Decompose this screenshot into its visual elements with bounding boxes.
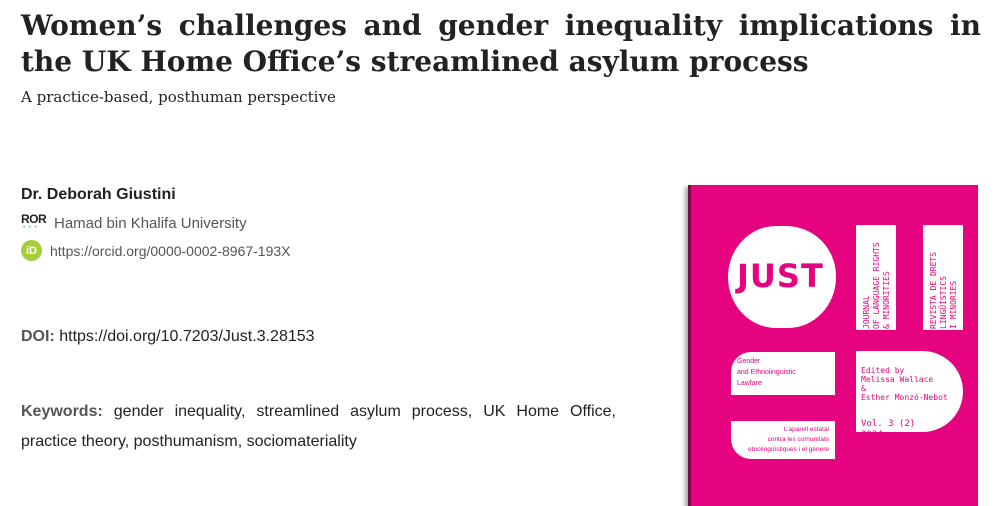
author-affiliation [21,212,247,234]
cover-theme-ca: L’aparell estatal contra les comunitats etnolingüístiques i el gènere [731,421,835,459]
orcid-link[interactable]: https://orcid.org/0000-0002-8967-193X [50,242,291,259]
author-orcid [21,240,291,261]
cover-logo: JUST [737,257,824,295]
article-title: Women’s challenges and gender inequality implications in the UK Home Office’s streamlined asylum process [21,9,981,78]
cover-theme-en: Gender and Ethnolinguistic Lawfare [731,352,835,395]
doi-link[interactable]: https://doi.org/10.7203/Just.3.28153 [59,328,315,345]
cover-journal-title-en: JOURNAL OF LANGUAGE RIGHTS & MINORITIES [862,242,891,329]
doi [21,328,315,346]
keywords-label: Keywords: [21,403,103,420]
keywords-text: gender inequality, streamlined asylum process, UK Home Office, practice theory, posthumanism, sociomateriality [21,403,616,450]
journal-cover-image [688,185,978,506]
ror-icon[interactable]: ROR • • • [21,212,47,231]
cover-journal-title-en-box [856,225,896,330]
cover-journal-title-ca-box [923,225,963,330]
article-subtitle: A practice-based, posthuman perspective [21,88,336,106]
cover-editors: Edited by Melissa Wallace & Esther Monzó-Nebot [861,366,948,402]
affiliation-name[interactable]: Hamad bin Khalifa University [54,214,247,232]
keywords [21,397,616,457]
author-name: Dr. Deborah Giustini [21,186,176,203]
cover-volume: Vol. 3 (2) 2024 [861,419,916,440]
cover-journal-title-ca: REVISTA DE DRETS LINGÜÍSTICS I MINORIES [929,251,958,329]
cover-editors-box [856,351,963,440]
doi-label: DOI: [21,328,55,345]
orcid-icon: iD [21,240,42,261]
